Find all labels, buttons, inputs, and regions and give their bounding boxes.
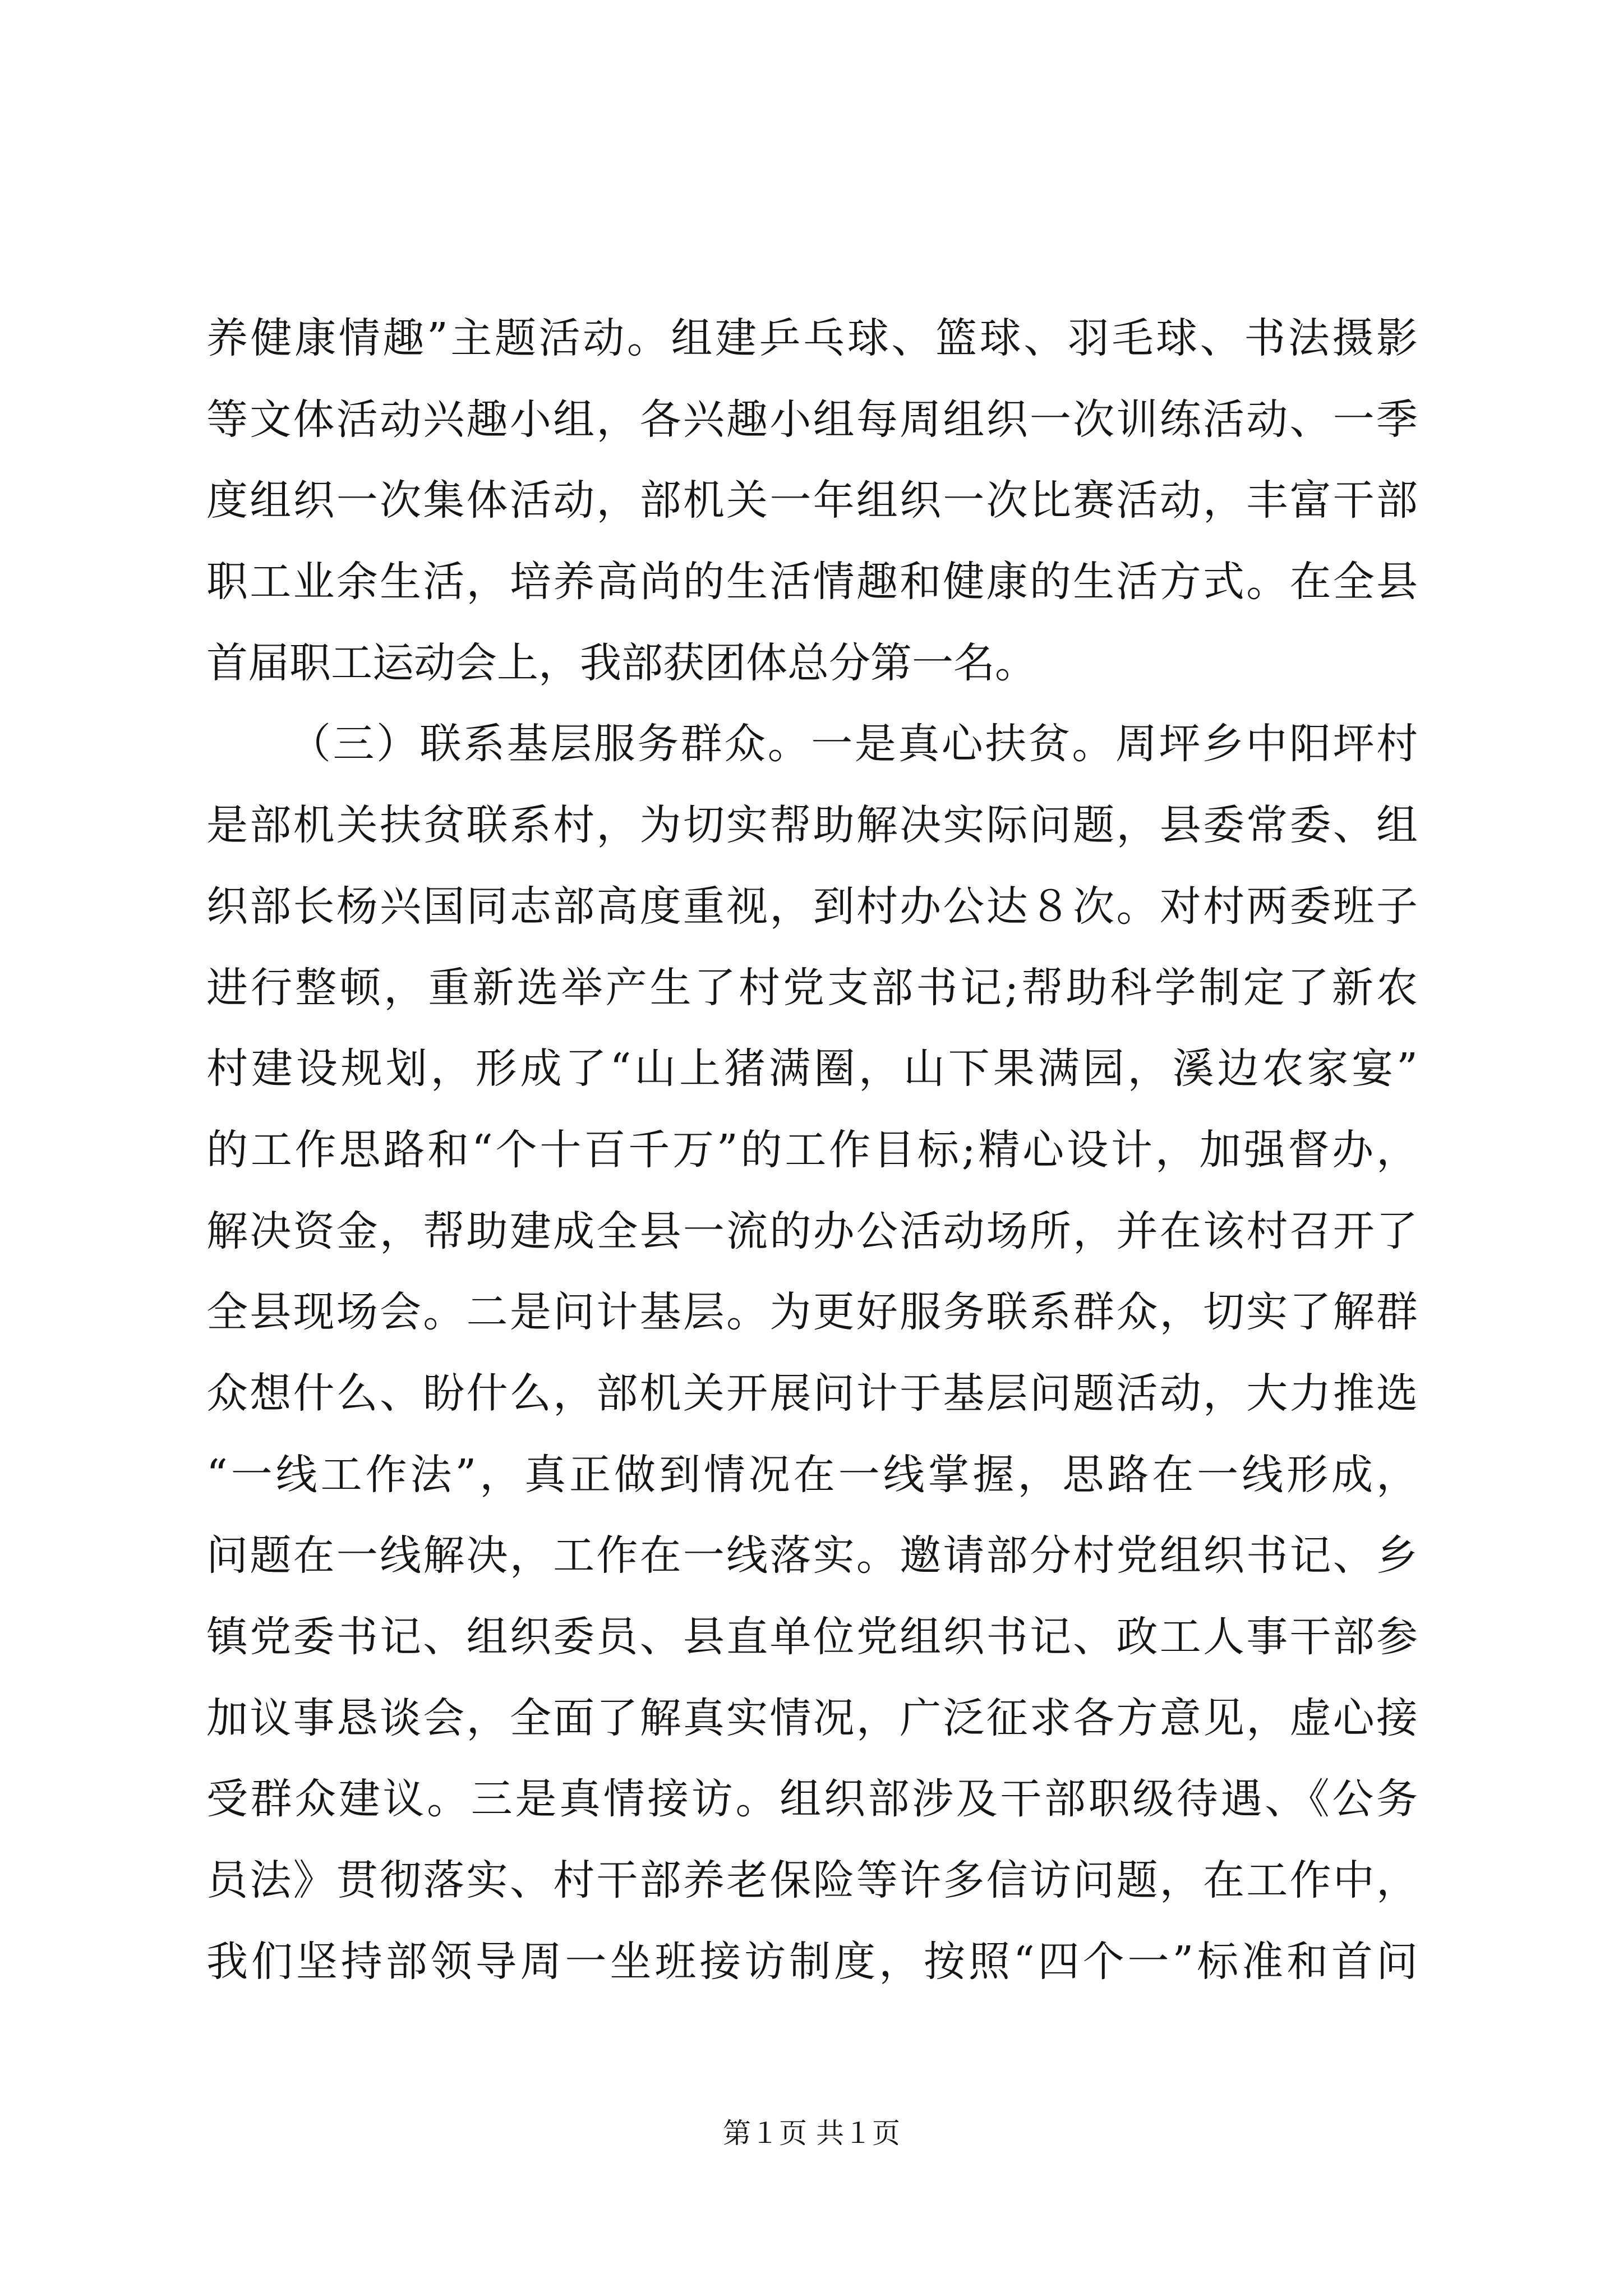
text-line: 我们坚持部领导周一坐班接访制度，按照“四个一”标准和首问 bbox=[206, 1937, 1418, 1986]
text-line: （三）联系基层服务群众。一是真心扶贫。周坪乡中阳坪村 bbox=[289, 720, 1418, 769]
text-line: 首届职工运动会上，我部获团体总分第一名。 bbox=[206, 638, 1036, 687]
text-line: 问题在一线解决，工作在一线落实。邀请部分村党组织书记、乡 bbox=[206, 1531, 1418, 1580]
text-line: 是部机关扶贫联系村，为切实帮助解决实际问题，县委常委、组 bbox=[206, 801, 1418, 850]
text-line: 镇党委书记、组织委员、县直单位党组织书记、政工人事干部参 bbox=[206, 1613, 1418, 1661]
page-number-footer: 第１页 共１页 bbox=[723, 2117, 900, 2150]
text-line: 等文体活动兴趣小组，各兴趣小组每周组织一次训练活动、一季 bbox=[206, 395, 1418, 444]
document-body bbox=[206, 298, 1418, 2002]
text-line: 村建设规划，形成了“山上猪满圈，山下果满园，溪边农家宴” bbox=[206, 1045, 1418, 1093]
text-line: 职工业余生活，培养高尚的生活情趣和健康的生活方式。在全县 bbox=[206, 558, 1418, 606]
text-line: 全县现场会。二是问计基层。为更好服务联系群众，切实了解群 bbox=[206, 1288, 1418, 1337]
text-line: 进行整顿，重新选举产生了村党支部书记;帮助科学制定了新农 bbox=[206, 963, 1418, 1012]
text-line: 的工作思路和“个十百千万”的工作目标;精心设计，加强督办， bbox=[206, 1125, 1418, 1174]
text-line: 解决资金，帮助建成全县一流的办公活动场所，并在该村召开了 bbox=[206, 1207, 1418, 1255]
text-line: 受群众建议。三是真情接访。组织部涉及干部职级待遇、《公务 bbox=[206, 1775, 1418, 1824]
text-line: 度组织一次集体活动，部机关一年组织一次比赛活动，丰富干部 bbox=[206, 476, 1418, 525]
text-line: 养健康情趣”主题活动。组建乒乓球、篮球、羽毛球、书法摄影 bbox=[206, 314, 1418, 362]
text-line: “一线工作法”，真正做到情况在一线掌握，思路在一线形成， bbox=[206, 1450, 1418, 1499]
text-line: 织部长杨兴国同志部高度重视，到村办公达８次。对村两委班子 bbox=[206, 882, 1418, 931]
text-line: 众想什么、盼什么，部机关开展问计于基层问题活动，大力推选 bbox=[206, 1369, 1418, 1418]
text-line: 加议事恳谈会，全面了解真实情况，广泛征求各方意见，虚心接 bbox=[206, 1694, 1418, 1742]
text-line: 员法》贯彻落实、村干部养老保险等许多信访问题，在工作中， bbox=[206, 1856, 1418, 1905]
